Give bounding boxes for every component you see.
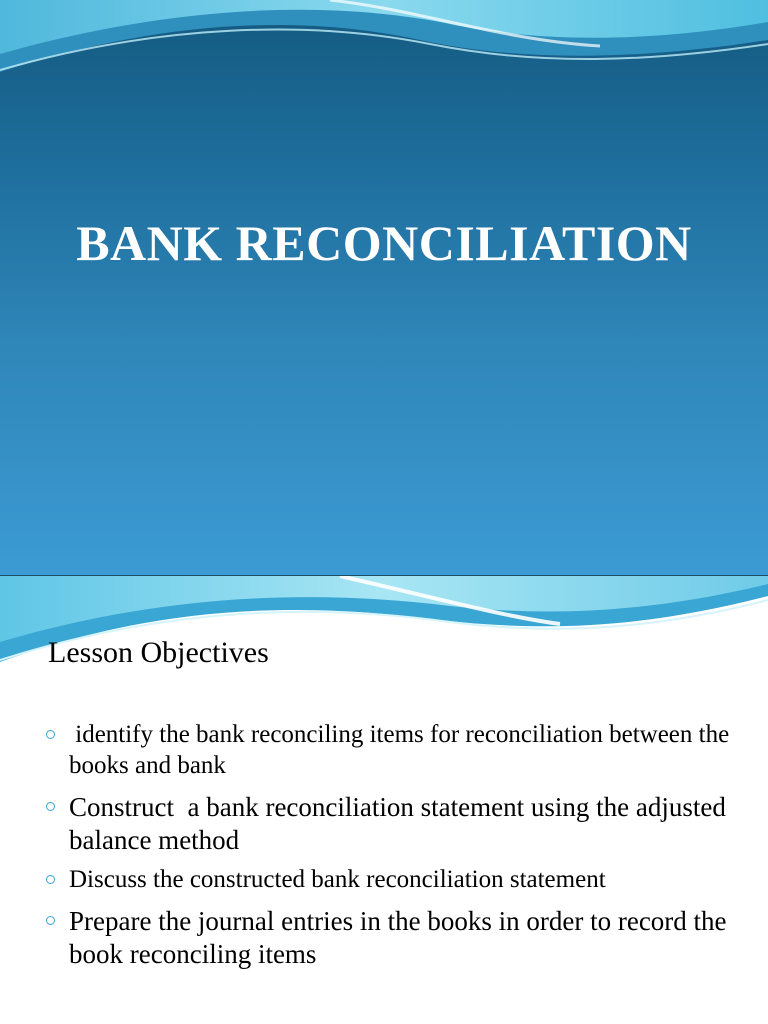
objectives-heading: Lesson Objectives xyxy=(48,636,269,669)
objective-text: Prepare the journal entries in the books in order to record the book reconciling items xyxy=(69,906,727,970)
wave-decoration xyxy=(0,0,768,110)
circle-bullet-icon xyxy=(46,875,55,884)
objective-text: identify the bank reconciling items for reconciliation between the books and bank xyxy=(69,721,736,779)
objective-text: Construct a bank reconciliation statement using the adjusted balance method xyxy=(69,792,733,855)
slide-title: BANK RECONCILIATION xyxy=(76,215,692,271)
circle-bullet-icon xyxy=(46,802,55,811)
objectives-slide xyxy=(0,576,768,1024)
list-item xyxy=(46,720,746,781)
objectives-list xyxy=(46,720,746,979)
circle-bullet-icon xyxy=(46,916,55,925)
objective-text: Discuss the constructed bank reconciliation statement xyxy=(69,865,606,893)
list-item xyxy=(46,791,746,857)
list-item xyxy=(46,865,746,896)
list-item xyxy=(46,905,746,971)
circle-bullet-icon xyxy=(46,730,55,739)
